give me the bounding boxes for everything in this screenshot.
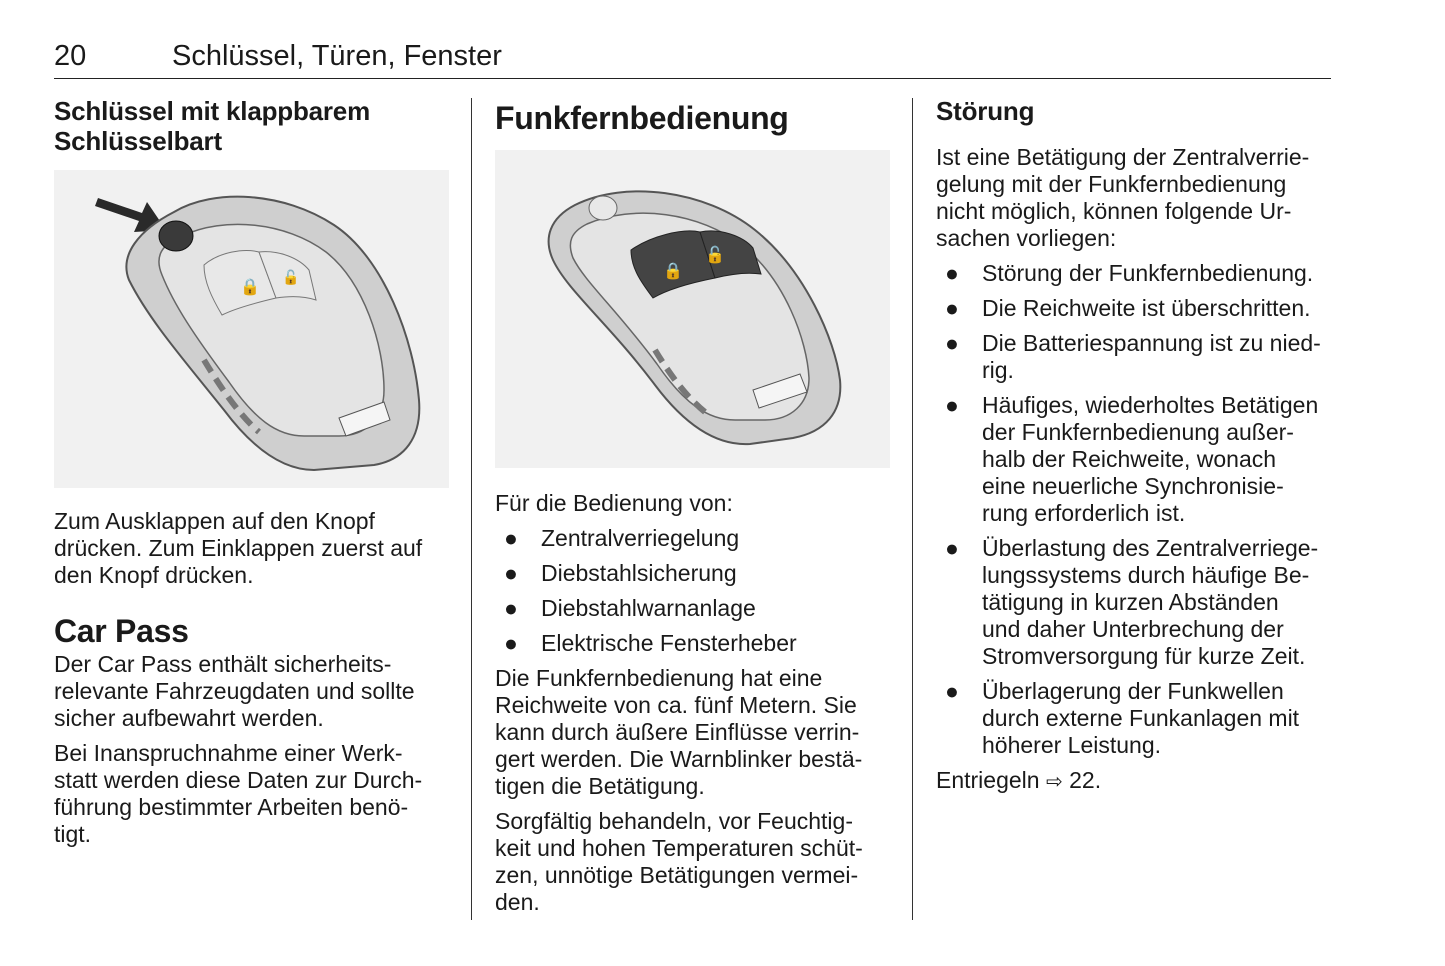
remote-fob-svg bbox=[495, 150, 890, 468]
list-item: ● Diebstahlsicherung bbox=[504, 560, 737, 586]
list-item: ● Häufiges, wiederholtes Betätigen der Funkfernbedienung außer- halb der Reichweite, wonach eine neuerliche Synchronisie- rung erforderlich ist. bbox=[945, 392, 1319, 526]
chapter-title: Schlüssel, Türen, Fenster bbox=[172, 40, 502, 72]
paragraph-fault-intro: Ist eine Betätigung der Zentralverrie- gelung mit der Funkfernbedienung nicht möglich, können folgende Ur- sachen vorliegen: bbox=[936, 144, 1310, 251]
paragraph-car-pass: Der Car Pass enthält sicherheits- relevante Fahrzeugdaten und sollte sicher aufbewahrt werden. bbox=[54, 651, 415, 731]
column-divider bbox=[912, 98, 913, 920]
cross-reference[interactable]: Entriegeln ⇨ 22. bbox=[936, 767, 1102, 793]
section-title-car-pass: Car Pass bbox=[54, 613, 189, 649]
paragraph-intro: Für die Bedienung von: bbox=[495, 490, 733, 516]
paragraph-care: Sorgfältig behandeln, vor Feuchtig- keit und hohen Temperaturen schüt- zen, unnötige Betätigungen vermei- den. bbox=[495, 808, 863, 915]
folding-key-illustration bbox=[54, 170, 449, 488]
svg-text:🔒: 🔒 bbox=[240, 277, 260, 296]
page-header bbox=[54, 40, 1331, 79]
list-item: ● Störung der Funkfernbedienung. bbox=[945, 260, 1314, 286]
unlock-icon: 🔓 bbox=[705, 245, 725, 264]
list-item: ● Die Batteriespannung ist zu nied- rig. bbox=[945, 330, 1321, 383]
section-title-remote: Funkfernbedienung bbox=[495, 100, 789, 136]
column-middle bbox=[495, 96, 890, 916]
list-item: ● Elektrische Fensterheber bbox=[504, 630, 797, 656]
list-item: ● Überlagerung der Funkwellen durch externe Funkanlagen mit höherer Leistung. bbox=[945, 678, 1300, 758]
paragraph-workshop: Bei Inanspruchnahme einer Werk- statt werden diese Daten zur Durch- führung bestimmter Arbeiten benö- tigt. bbox=[54, 740, 423, 847]
list-item: ● Diebstahlwarnanlage bbox=[504, 595, 756, 621]
section-heading-folding-key: Schlüssel mit klappbarem Schlüsselbart bbox=[54, 96, 370, 156]
remote-control-illustration bbox=[495, 150, 890, 468]
key-fob-svg bbox=[54, 170, 449, 488]
list-item: ● Überlastung des Zentralverriege- lungssystems durch häufige Be- tätigung in kurzen Abständen und daher Unterbrechung der Stromversorgung für kurze Zeit. bbox=[945, 535, 1319, 669]
page-number: 20 bbox=[54, 40, 87, 72]
svg-text:🔓: 🔓 bbox=[282, 270, 300, 286]
column-left bbox=[54, 96, 449, 848]
column-divider bbox=[471, 98, 472, 920]
release-button-icon bbox=[159, 221, 193, 251]
list-item: ● Zentralverriegelung bbox=[504, 525, 740, 551]
function-list bbox=[495, 525, 890, 657]
paragraph-fold-instructions: Zum Ausklappen auf den Knopf drücken. Zum Einklappen zuerst auf den Knopf drücken. bbox=[54, 508, 423, 588]
column-right bbox=[936, 96, 1332, 796]
list-item: ● Die Reichweite ist überschritten. bbox=[945, 295, 1311, 321]
arrow-right-icon: ⇨ bbox=[1045, 771, 1063, 793]
cause-list bbox=[936, 260, 1332, 759]
section-heading-fault: Störung bbox=[936, 96, 1035, 126]
paragraph-range: Die Funkfernbedienung hat eine Reichweite von ca. fünf Metern. Sie kann durch äußere Einflüsse verrin- gert werden. Die Warnblinker bestä- tigen die Betätigung. bbox=[495, 665, 863, 799]
lock-icon: 🔒 bbox=[663, 261, 683, 280]
